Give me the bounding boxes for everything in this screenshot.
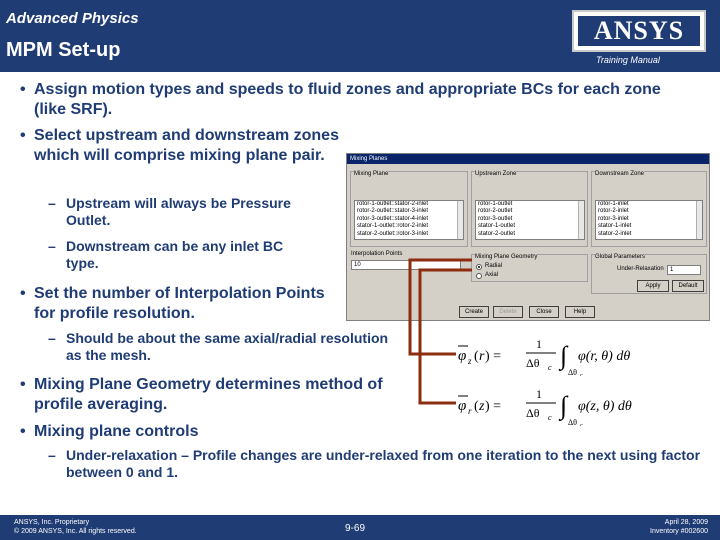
footer-copyright	[14, 518, 137, 536]
svg-text:) =: ) =	[485, 399, 502, 414]
footer-inventory: Inventory #002600	[650, 528, 708, 535]
interpolation-points-label: Interpolation Points	[351, 251, 403, 257]
bullet-1: • Assign motion types and speeds to fluid zones and appropriate BCs for each zone (like SRF).	[34, 80, 694, 120]
svg-text:φ: φ	[458, 398, 467, 414]
list-item[interactable]: stator-1-outlet	[478, 223, 516, 230]
bullet-2: • Select upstream and downstream zones which will comprise mixing plane pair.	[34, 126, 364, 166]
help-button[interactable]: Help	[565, 306, 595, 318]
formula-radial-graphic	[456, 334, 656, 376]
downstream-label: Downstream Zone	[595, 171, 645, 177]
under-relaxation-input[interactable]: 1	[667, 265, 701, 275]
list-item[interactable]: stator-2-outlet	[478, 230, 516, 237]
axial-label: Axial	[485, 272, 499, 278]
create-button[interactable]: Create	[459, 306, 489, 318]
svg-text:) =: ) =	[485, 349, 502, 364]
footer-bar	[0, 515, 720, 540]
footer-rights: © 2009 ANSYS, Inc. All rights reserved.	[14, 528, 137, 535]
svg-text:1: 1	[536, 337, 542, 351]
list-item[interactable]: stator-1-inlet	[598, 223, 632, 230]
slide-title: MPM Set-up	[6, 39, 121, 61]
list-item[interactable]: rotor-1-inlet	[598, 201, 629, 207]
svg-text:∫: ∫	[560, 341, 568, 370]
svg-text:z: z	[468, 356, 472, 366]
list-item[interactable]: rotor-1-outlet	[478, 201, 513, 207]
subbullet-1: – Upstream will always be Pressure Outlet.	[66, 195, 316, 229]
svg-text:c: c	[548, 363, 552, 372]
svg-text:c: c	[548, 413, 552, 422]
default-button[interactable]: Default	[672, 280, 704, 292]
bullet-4: • Mixing Plane Geometry determines method of profile averaging.	[34, 375, 394, 415]
footer-proprietary: ANSYS, Inc. Proprietary	[14, 519, 90, 526]
subbullet-3: – Should be about the same axial/radial resolution as the mesh.	[66, 330, 406, 364]
svg-text:1: 1	[536, 387, 542, 401]
svg-text:r: r	[468, 406, 472, 416]
delete-button[interactable]: Delete	[493, 306, 523, 318]
page-number: 9-69	[345, 523, 366, 534]
list-item[interactable]: rotor-1-outlet::stator-2-inlet	[357, 201, 429, 207]
svg-text:Δθ: Δθ	[526, 356, 540, 370]
svg-text:(: (	[474, 399, 479, 414]
svg-text:c: c	[580, 423, 583, 426]
dialog-title: Mixing Planes	[347, 154, 709, 164]
svg-text:r: r	[479, 349, 485, 364]
course-title: Advanced Physics	[6, 10, 139, 27]
svg-text:Δθ: Δθ	[568, 418, 577, 426]
interpolation-points-input[interactable]: 10	[351, 260, 461, 270]
list-item[interactable]: rotor-2-outlet	[478, 208, 513, 215]
list-item[interactable]: stator-2-inlet	[598, 230, 632, 237]
svg-text:(: (	[474, 349, 479, 364]
svg-text:c: c	[580, 373, 583, 376]
svg-text:∫: ∫	[560, 391, 568, 420]
subbullet-2: – Downstream can be any inlet BC type.	[66, 238, 316, 272]
svg-text:φ(z, θ) dθ: φ(z, θ) dθ	[578, 399, 632, 414]
logo-text: ANSYS	[578, 16, 700, 46]
list-item[interactable]: stator-2-outlet::rotor-3-inlet	[357, 230, 429, 237]
svg-text:φ(r, θ) dθ: φ(r, θ) dθ	[578, 349, 631, 364]
list-item[interactable]: rotor-3-outlet::stator-4-inlet	[357, 215, 429, 222]
list-item[interactable]: rotor-2-outlet::stator-3-inlet	[357, 208, 429, 215]
list-item[interactable]: rotor-3-inlet	[598, 215, 629, 222]
subbullet-4: – Under-relaxation – Profile changes are under-relaxed from one iteration to the next using factor between 0 and 1.	[66, 447, 706, 481]
svg-text:Δθ: Δθ	[568, 368, 577, 376]
svg-text:Δθ: Δθ	[526, 406, 540, 420]
svg-text:z: z	[479, 399, 485, 414]
bullet-5: • Mixing plane controls	[34, 422, 334, 442]
list-item[interactable]: rotor-3-outlet	[478, 215, 513, 222]
svg-text:φ: φ	[458, 348, 467, 364]
global-parameters-label: Global Parameters	[595, 254, 646, 260]
formula-radial	[456, 334, 656, 376]
upstream-label: Upstream Zone	[475, 171, 517, 177]
formula-axial-graphic	[456, 384, 656, 426]
geometry-label: Mixing Plane Geometry	[475, 254, 538, 260]
under-relaxation-label: Under-Relaxation	[617, 266, 664, 272]
training-label: Training Manual	[596, 55, 660, 65]
footer-date-inventory	[650, 518, 708, 536]
radial-label: Radial	[485, 263, 503, 269]
formula-axial	[456, 384, 656, 426]
close-button[interactable]: Close	[529, 306, 559, 318]
apply-button[interactable]: Apply	[637, 280, 669, 292]
footer-date: April 28, 2009	[664, 519, 708, 526]
bullet-3: • Set the number of Interpolation Points for profile resolution.	[34, 284, 344, 324]
mixing-plane-label: Mixing Plane	[354, 171, 389, 177]
list-item[interactable]: rotor-2-inlet	[598, 208, 629, 215]
list-item[interactable]: stator-1-outlet::rotor-2-inlet	[357, 223, 429, 230]
